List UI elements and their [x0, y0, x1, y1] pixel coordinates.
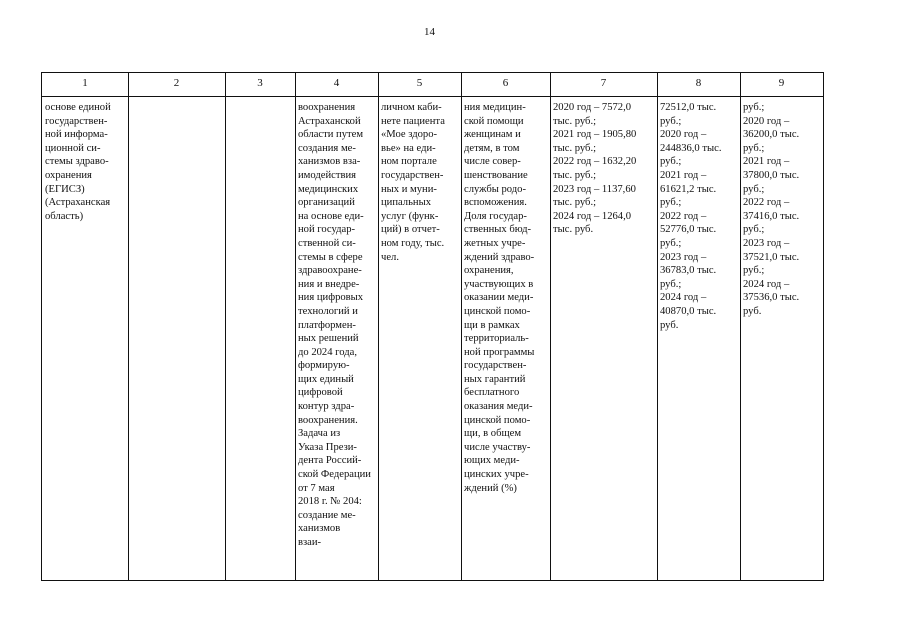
cell-col-8: 72512,0 тыс. руб.; 2020 год – 244836,0 тыс. руб.; 2021 год – 61621,2 тыс. руб.; 2022 год – 52776,0 тыс. руб.; 2023 год – 36783,0 тыс. руб.; 2024 год – 40870,0 тыс. руб. [660, 102, 722, 331]
cell-col-9: руб.; 2020 год – 36200,0 тыс. руб.; 2021 год – 37800,0 тыс. руб.; 2022 год – 37416,0 тыс. руб.; 2023 год – 37521,0 тыс. руб.; 2024 год – 37536,0 тыс. руб. [743, 102, 800, 317]
column-header-8: 8 [695, 77, 702, 89]
column-header-9: 9 [778, 77, 785, 89]
column-header-7: 7 [600, 77, 607, 89]
cell-col-5: личном каби- нете пациента «Мое здоро- вье» на еди- ном портале государствен- ных и муни- ципальных услуг (функ- ций) в отчет- ном году, тыс. чел. [381, 102, 445, 263]
column-header-6: 6 [502, 77, 509, 89]
cell-col-4: воохранения Астраханской области путем создания ме- ханизмов вза- имодействия медицинских организаций на основе еди- ной государ- ственной си- стемы в сфере здравоохране- ния и внедре- ния цифровых технологий и платформен- ных решений до 2024 года, формирую- щих единый цифровой контур здра- воохранения. Задача из Указа Прези- дента Россий- ской Федерации от 7 мая 2018 г. № 204: создание ме- ханизмов взаи- [298, 102, 371, 548]
data-table [41, 72, 824, 581]
cell-col-7: 2020 год – 7572,0 тыс. руб.; 2021 год – 1905,80 тыс. руб.; 2022 год – 1632,20 тыс. руб.; 2023 год – 1137,60 тыс. руб.; 2024 год – 1264,0 тыс. руб. [553, 102, 637, 236]
page-number: 14 [424, 26, 435, 38]
column-divider [550, 73, 551, 580]
column-divider [128, 73, 129, 580]
column-divider [740, 73, 741, 580]
header-divider [42, 96, 823, 97]
cell-col-1: основе единой государствен- ной информа- ционной си- стемы здраво- охранения (ЕГИСЗ) (Астраханская область) [45, 102, 111, 222]
column-divider [225, 73, 226, 580]
column-header-5: 5 [416, 77, 423, 89]
column-divider [461, 73, 462, 580]
column-header-1: 1 [82, 77, 88, 89]
column-header-2: 2 [173, 77, 180, 89]
cell-col-6: ния медицин- ской помощи женщинам и детям, в том числе совер- шенствование службы родо- вспоможения. Доля государ- ственных бюд- жетных учре- ждений здраво- охранения, участвующих в оказании меди- цинской помо- щи в рамках территориаль- ной программы государствен- ных гарантий бесплатного оказания меди- цинской помо- щи, в общем числе участву- ющих меди- цинских учре- ждений (%) [464, 102, 535, 494]
column-divider [295, 73, 296, 580]
column-divider [378, 73, 379, 580]
column-header-3: 3 [257, 77, 263, 89]
column-divider [657, 73, 658, 580]
column-header-4: 4 [333, 77, 340, 89]
